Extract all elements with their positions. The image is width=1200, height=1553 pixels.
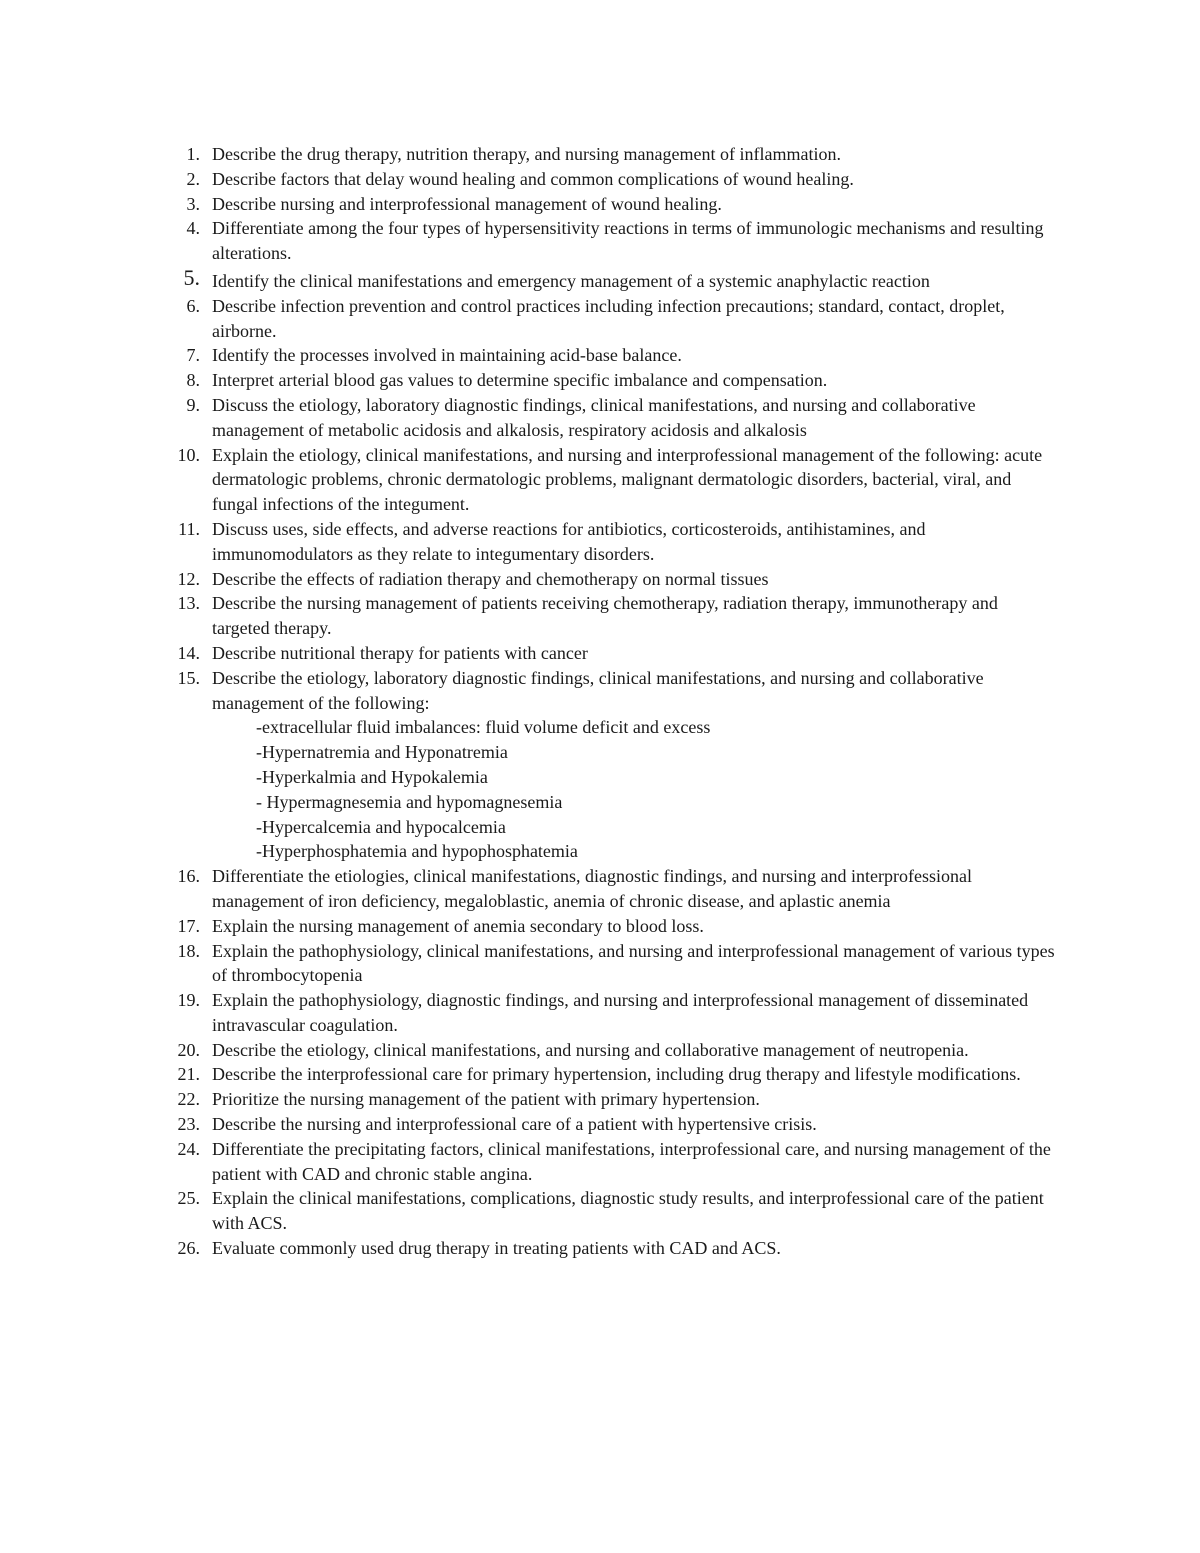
item-text: Describe infection prevention and control practices including infection precautions; standard, contact, droplet, airborne. [212,295,1005,341]
item-text: Describe the effects of radiation therapy and chemotherapy on normal tissues [212,568,769,589]
item-text: Differentiate the etiologies, clinical manifestations, diagnostic findings, and nursing and interprofessional management of iron deficiency, megaloblastic, anemia of chronic disease, and aplastic anemia [212,866,972,911]
list-item [160,1062,1060,1087]
item-text: Describe the nursing management of patients receiving chemotherapy, radiation therapy, immunotherapy and targeted therapy. [212,593,998,639]
item-text: Describe nursing and interprofessional management of wound healing. [212,193,722,214]
objectives-list [160,142,1060,1261]
list-item [160,914,1060,939]
list-item [160,393,1060,443]
item-number: 14. [177,642,200,663]
list-item [160,343,1060,368]
list-item [160,192,1060,217]
list-item [160,1112,1060,1137]
item-number: 5. [183,264,200,290]
item-number: 19. [177,990,200,1011]
item-text: Evaluate commonly used drug therapy in treating patients with CAD and ACS. [212,1238,781,1259]
list-item [160,294,1060,344]
item-number: 24. [177,1138,200,1159]
item-number: 15. [177,667,200,688]
item-text: Explain the pathophysiology, clinical manifestations, and nursing and interprofessional management of various types of thrombocytopenia [212,940,1055,986]
list-item [160,988,1060,1038]
item-text: Describe the drug therapy, nutrition therapy, and nursing management of inflammation. [212,144,841,164]
item-number: 26. [177,1238,200,1259]
item-text: Differentiate among the four types of hypersensitivity reactions in terms of immunologic mechanisms and resulting alterations. [212,218,1044,264]
sub-list [212,715,1060,864]
item-number: 12. [177,568,200,589]
sub-list-item: -extracellular fluid imbalances: fluid volume deficit and excess [256,717,711,738]
sub-list-item: -Hyperphosphatemia and hypophosphatemia [256,841,578,862]
list-item [160,1186,1060,1236]
list-item [160,1236,1060,1261]
item-number: 17. [177,915,200,936]
item-text: Explain the pathophysiology, diagnostic findings, and nursing and interprofessional management of disseminated intravascular coagulation. [212,990,1029,1035]
item-number: 25. [177,1188,200,1209]
item-text: Describe nutritional therapy for patients with cancer [212,642,588,663]
item-text: Describe the etiology, clinical manifestations, and nursing and collaborative management of neutropenia. [212,1039,969,1060]
item-text: Identify the processes involved in maintaining acid-base balance. [212,345,682,366]
item-number: 7. [186,345,200,366]
sub-list-item: - Hypermagnesemia and hypomagnesemia [256,791,563,812]
list-item [160,666,1060,864]
item-text: Describe the nursing and interprofessional care of a patient with hypertensive crisis. [212,1114,817,1135]
item-number: 9. [186,394,200,415]
item-text: Explain the etiology, clinical manifestations, and nursing and interprofessional management of the following: acute dermatologic problems, chronic dermatologic problems, malignant dermatologic disorders, bacterial, viral, and fungal infections of the integument. [212,444,1043,515]
item-text: Interpret arterial blood gas values to determine specific imbalance and compensation. [212,370,828,391]
item-number: 20. [177,1039,200,1060]
item-number: 6. [186,295,200,316]
list-item [160,939,1060,989]
list-item [160,443,1060,517]
item-number: 10. [177,444,200,465]
list-item [160,216,1060,266]
item-number: 1. [186,144,200,164]
item-number: 21. [177,1064,200,1085]
list-item [160,266,1060,294]
item-number: 11. [178,518,200,539]
list-item [160,591,1060,641]
list-item [160,1137,1060,1187]
item-text: Discuss uses, side effects, and adverse reactions for antibiotics, corticosteroids, antihistamines, and immunomodulators as they relate to integumentary disorders. [212,518,926,564]
item-text: Differentiate the precipitating factors, clinical manifestations, interprofessional care, and nursing management of the patient with CAD and chronic stable angina. [212,1138,1051,1184]
sub-list-item: -Hyperkalmia and Hypokalemia [256,766,488,787]
sub-list-item: -Hypercalcemia and hypocalcemia [256,816,506,837]
item-text: Describe factors that delay wound healing and common complications of wound healing. [212,168,854,189]
item-number: 2. [186,168,200,189]
item-text: Identify the clinical manifestations and emergency management of a systemic anaphylactic reaction [212,270,930,291]
sub-list-item: -Hypernatremia and Hyponatremia [256,742,508,763]
item-text: Discuss the etiology, laboratory diagnostic findings, clinical manifestations, and nursing and collaborative management of metabolic acidosis and alkalosis, respiratory acidosis and alkalosis [212,394,976,440]
item-number: 23. [177,1114,200,1135]
list-item [160,517,1060,567]
list-item [160,864,1060,914]
item-number: 18. [177,940,200,961]
item-number: 8. [186,370,200,391]
item-text: Describe the etiology, laboratory diagnostic findings, clinical manifestations, and nursing and collaborative management of the following: [212,667,984,713]
item-number: 13. [177,593,200,614]
item-number: 4. [186,218,200,239]
item-text: Prioritize the nursing management of the patient with primary hypertension. [212,1089,760,1110]
list-item [160,167,1060,192]
list-item [160,1087,1060,1112]
list-item [160,142,1060,167]
list-item [160,1038,1060,1063]
item-number: 22. [177,1089,200,1110]
list-item [160,368,1060,393]
item-text: Describe the interprofessional care for primary hypertension, including drug therapy and lifestyle modifications. [212,1064,1021,1085]
list-item [160,641,1060,666]
item-text: Explain the clinical manifestations, complications, diagnostic study results, and interprofessional care of the patient with ACS. [212,1188,1044,1234]
list-item [160,567,1060,592]
item-text: Explain the nursing management of anemia secondary to blood loss. [212,915,704,936]
item-number: 3. [186,193,200,214]
item-number: 16. [177,866,200,887]
